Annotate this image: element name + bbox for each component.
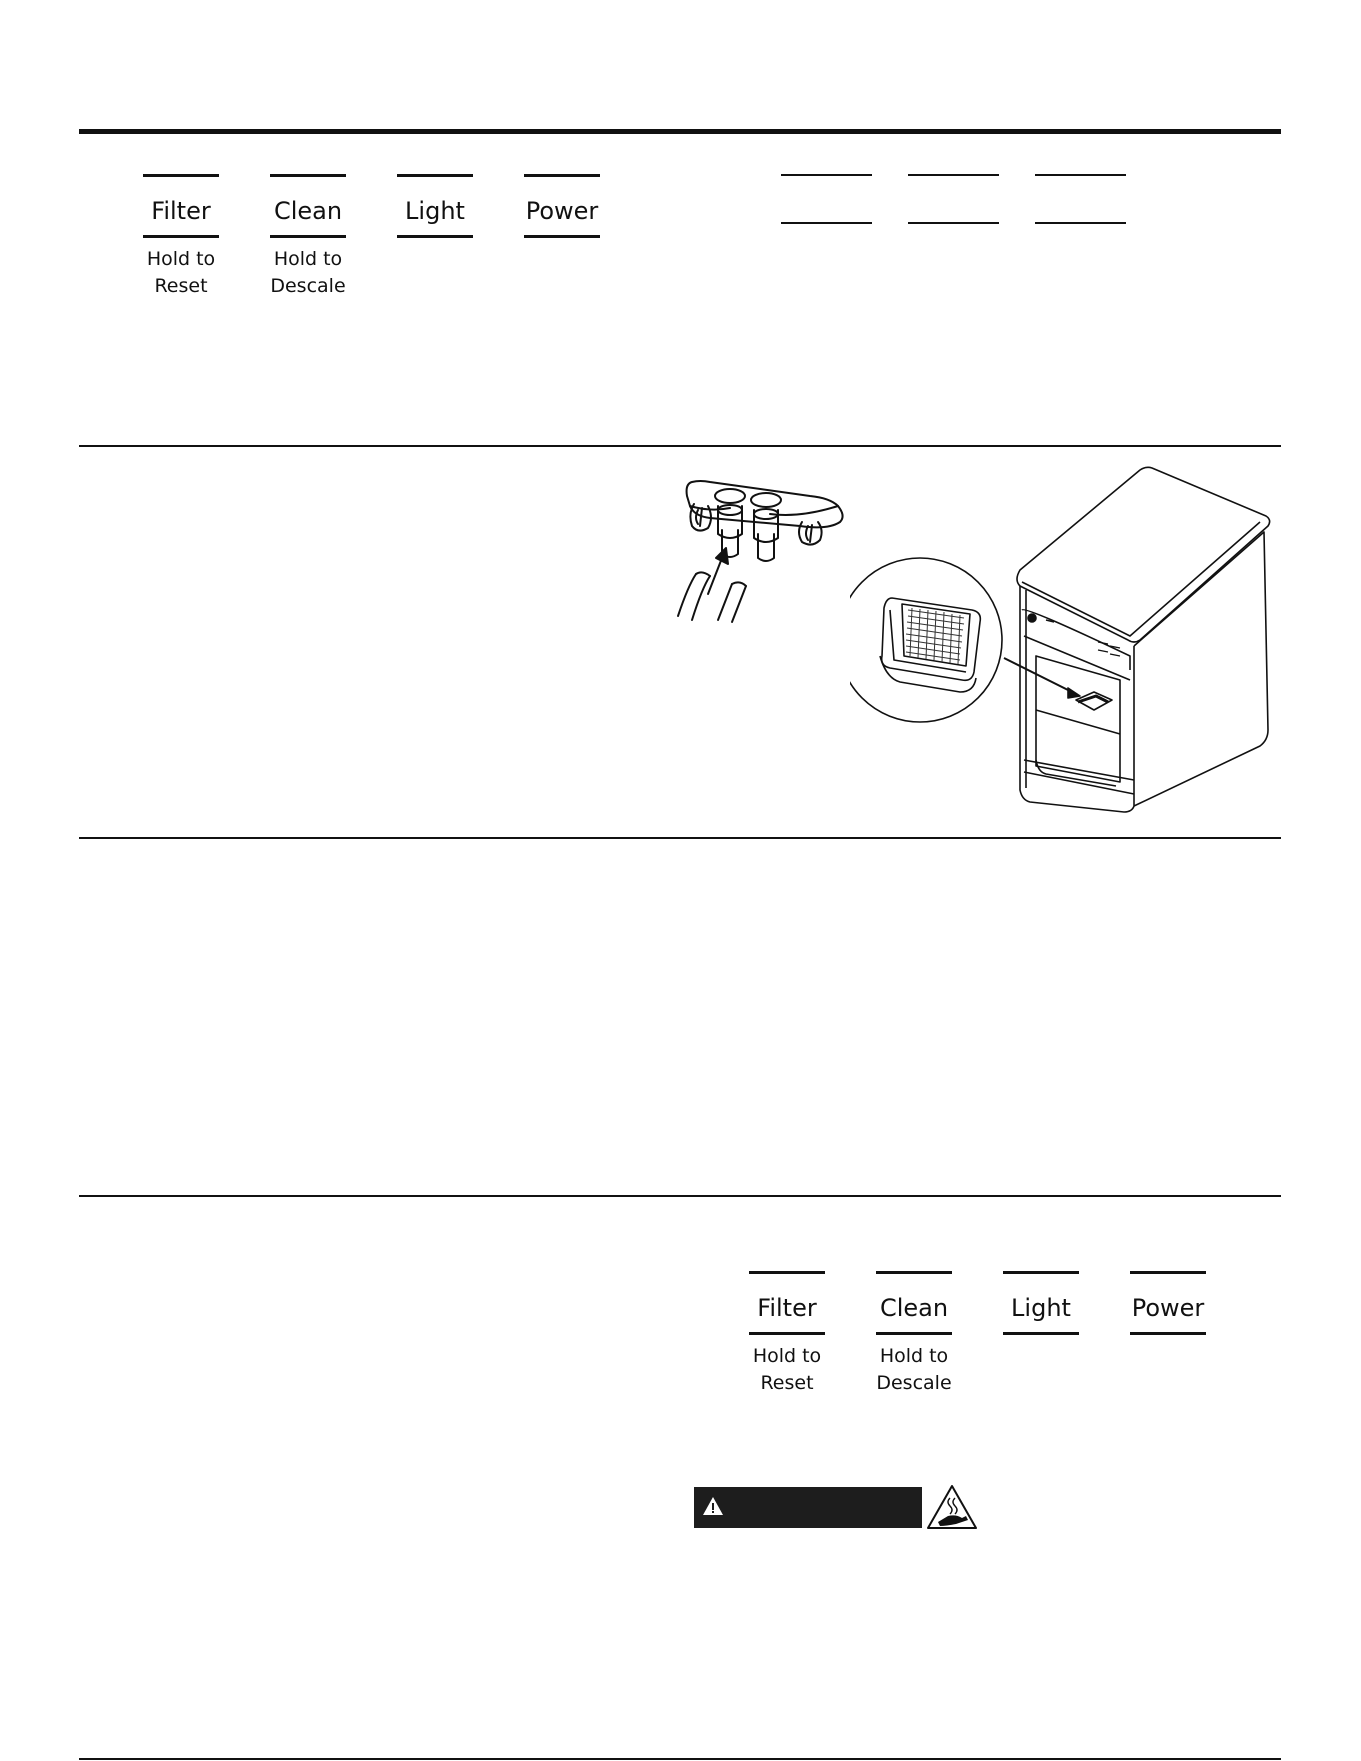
clean-hint-line-1: Hold to (273, 248, 343, 270)
filter-hint-line-1: Hold to (752, 1345, 822, 1367)
indicator-line (781, 222, 872, 224)
indicator-line (908, 222, 999, 224)
filter-button-label: Filter (151, 197, 211, 225)
clean-hint-line-2: Descale (876, 1372, 952, 1394)
clean-button-hint (240, 246, 376, 300)
section-rule-bottom (79, 1758, 1281, 1760)
filter-button-label: Filter (757, 1294, 817, 1322)
ice-maker-illustration (850, 460, 1280, 820)
filter-hint-line-2: Reset (154, 275, 208, 297)
section-rule-3 (79, 837, 1281, 839)
clean-hint-line-1: Hold to (879, 1345, 949, 1367)
section-rule-4 (79, 1195, 1281, 1197)
clean-button-label: Clean (879, 1294, 949, 1322)
filter-connector-illustration (670, 470, 850, 630)
section-rule-top (79, 129, 1281, 134)
filter-hint-line-1: Hold to (146, 248, 216, 270)
hot-surface-hand-icon (926, 1484, 978, 1530)
filter-button-hint (113, 246, 249, 300)
filter-button-hint (719, 1343, 855, 1397)
warning-banner (694, 1487, 922, 1528)
filter-hint-line-2: Reset (760, 1372, 814, 1394)
light-button-label: Light (1011, 1294, 1071, 1322)
clean-button-label: Clean (273, 197, 343, 225)
section-rule-2 (79, 445, 1281, 447)
indicator-line (781, 174, 872, 176)
indicator-line (1035, 222, 1126, 224)
clean-button-hint (846, 1343, 982, 1397)
power-button-label: Power (1131, 1294, 1205, 1322)
light-button-label: Light (405, 197, 465, 225)
indicator-line (1035, 174, 1126, 176)
indicator-line (908, 174, 999, 176)
power-button-label: Power (525, 197, 599, 225)
warning-triangle-icon (702, 1496, 724, 1516)
clean-hint-line-2: Descale (270, 275, 346, 297)
